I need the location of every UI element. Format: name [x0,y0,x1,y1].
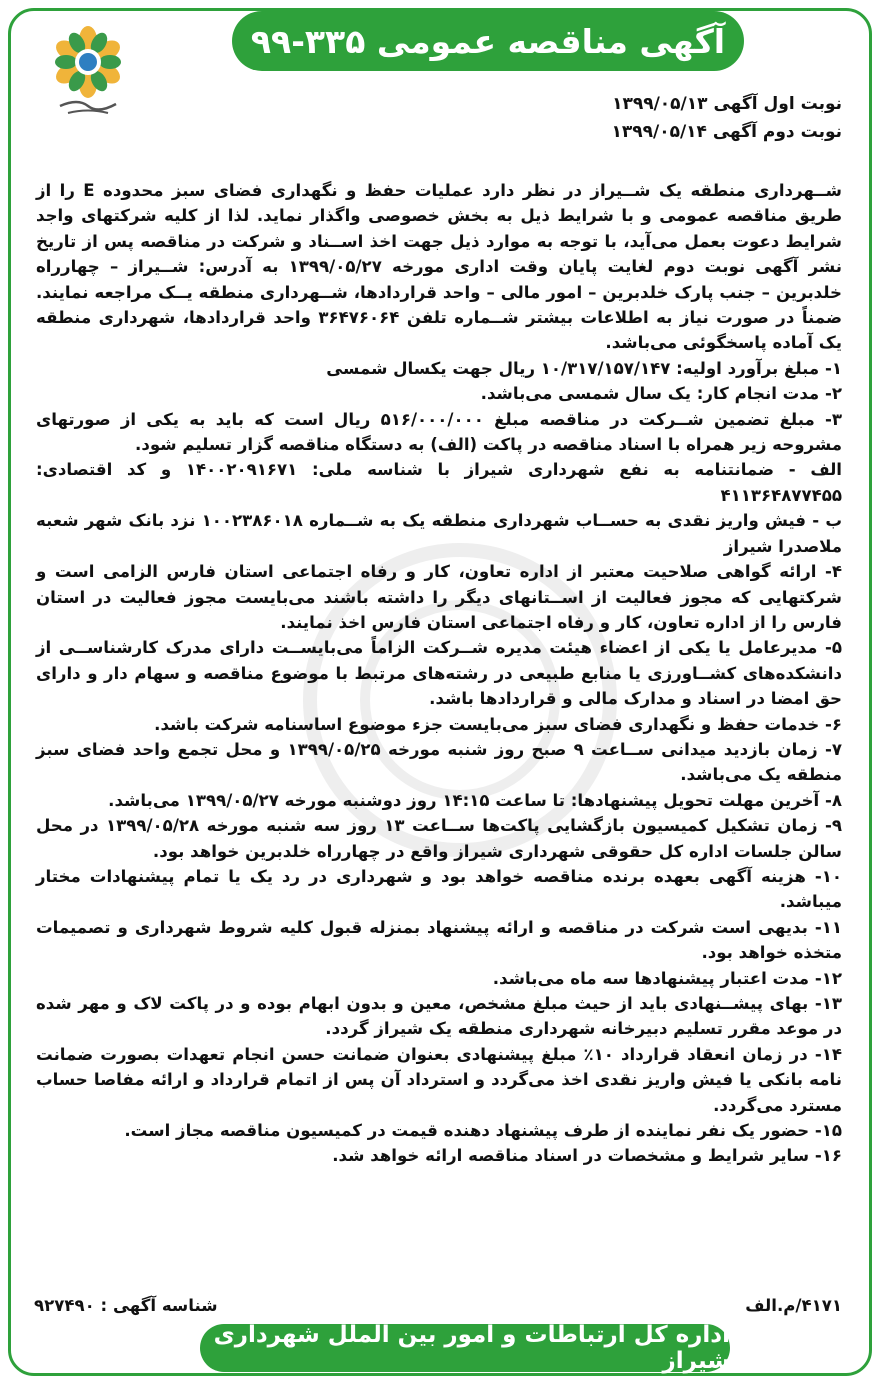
clause-3a: الف - ضمانتنامه به نفع شهرداری شیراز با شناسه ملی: ۱۴۰۰۲۰۹۱۶۷۱ و کد اقتصادی: ۴۱۱۳۶۴۸۷۷۴۵۵ [36,460,843,505]
clause-15: ۱۵- حضور یک نفر نماینده از طرف پیشنهاد دهنده قیمت در کمیسیون مناقصه مجاز است. [124,1121,842,1141]
clause-13: ۱۳- بهای پیشــنهادی باید از حیث مبلغ مشخص، معین و بدون ابهام بوده و در پاکت لاک و مهر شده در موعد مقرر تسلیم دبیرخانه شهرداری منطقه یک شیراز گردد. [36,994,842,1039]
second-publication-date: نوبت دوم آگهی ۱۳۹۹/۰۵/۱۴ [611,122,842,142]
department-banner: اداره کل ارتباطات و امور بین الملل شهرداری شیراز [200,1324,730,1372]
clause-12: ۱۲- مدت اعتبار پیشنهادها سه ماه می‌باشد. [492,968,842,988]
intro-paragraph: شــهرداری منطقه یک شــیراز در نظر دارد عملیات حفظ و نگهداری فضای سبز محدوده E را از طریق مناقصه عمومی و با شرایط ذیل به بخش خصوصی واگذار نماید. لذا از کلیه شرکتهای واجد شرایط دعوت بعمل می‌آید، با توجه به موارد ذیل جهت اخذ اســناد و شرکت در مناقصه پس از تاریخ نشر آگهی نوبت دوم لغایت پایان وقت اداری مورخه ۱۳۹۹/۰۵/۲۷ به آدرس: شــیراز – چهارراه خلدبرین – جنب پارک خلدبرین – امور مالی – واحد قراردادها، شــهرداری منطقه یــک مراجعه نمایند. ضمناً در صورت نیاز به اطلاعات بیشتر شــماره تلفن ۳۶۴۷۶۰۶۴ واحد قراردادها، شهرداری منطقه یک آماده پاسخگوئی می‌باشد. [36,181,843,353]
publication-dates [612,90,843,146]
ad-id: شناسه آگهی : ۹۲۷۴۹۰ [34,1296,218,1315]
clause-7: ۷- زمان بازدید میدانی ســاعت ۹ صبح روز شنبه مورخه ۱۳۹۹/۰۵/۲۵ و محل تجمع واحد فضای سبز منطقه یک می‌باشد. [36,739,842,785]
reference-code: ۴۱۷۱/م.الف [745,1296,842,1315]
municipality-logo-icon [38,20,138,120]
clause-10: ۱۰- هزینه آگهی بعهده برنده مناقصه خواهد بود و شهرداری در رد یک یا تمام پیشنهادات مختار میباشد. [36,866,842,912]
clause-5: ۵- مدیرعامل یا یکی از اعضاء هیئت مدیره شــرکت الزاماً می‌بایســت دارای مدرک کارشناســی از دانشکده‌های کشــاورزی یا منابع طبیعی در رشته‌های مرتبط با موضوع مناقصه و سهام دار و دارای حق امضا در اسناد و مدارک مالی و قراردادها باشد. [36,638,842,709]
clause-3: ۳- مبلغ تضمین شــرکت در مناقصه مبلغ ۵۱۶/۰۰۰/۰۰۰ ریال است که باید به یکی از صورتهای مشروحه زیر همراه با اسناد مناقصه در پاکت (الف) به دستگاه مناقصه گزار تسلیم شود. [36,409,842,455]
notice-body [36,178,842,1169]
clause-8: ۸- آخرین مهلت تحویل پیشنهادها: تا ساعت ۱۴:۱۵ روز دوشنبه مورخه ۱۳۹۹/۰۵/۲۷ می‌باشد. [108,790,842,810]
clause-6: ۶- خدمات حفظ و نگهداری فضای سبز می‌بایست جزء موضوع اساسنامه شرکت باشد. [154,714,842,734]
clause-1: ۱- مبلغ برآورد اولیه: ۱۰/۳۱۷/۱۵۷/۱۴۷ ریال جهت یکسال شمسی [326,358,842,378]
first-publication-date: نوبت اول آگهی ۱۳۹۹/۰۵/۱۳ [612,94,842,114]
footer-row [34,1296,842,1322]
clause-4: ۴- ارائه گواهی صلاحیت معتبر از اداره تعاون، کار و رفاه اجتماعی استان فارس الزامی است و شرکتهایی که مجوز فعالیت از اســتانهای دیگر را داشته باشند می‌بایست مجوز فعالیت در استان فارس را از اداره تعاون، کار و رفاه اجتماعی استان فارس اخذ نمایند. [36,562,842,632]
clause-14: ۱۴- در زمان انعقاد قرارداد ۱۰٪ مبلغ پیشنهادی بعنوان ضمانت حسن انجام تعهدات بصورت ضمانت نامه بانکی یا فیش واریز نقدی اخذ می‌گردد و استرداد آن پس از اتمام قرارداد و ارائه مفاصا حساب مسترد می‌گردد. [36,1044,843,1115]
clause-11: ۱۱- بدیهی است شرکت در مناقصه و ارائه پیشنهاد بمنزله قبول کلیه شروط شهرداری و تصمیمات متخذه خواهد بود. [36,917,842,963]
clause-16: ۱۶- سایر شرایط و مشخصات در اسناد مناقصه ارائه خواهد شد. [332,1146,842,1166]
clause-3b: ب - فیش واریز نقدی به حســاب شهرداری منطقه یک به شــماره ۱۰۰۲۳۸۶۰۱۸ نزد بانک شهر شعبه ملاصدرا شیراز [36,511,842,556]
notice-title: آگهی مناقصه عمومی ۳۳۵-۹۹ [232,11,744,71]
clause-9: ۹- زمان تشکیل کمیسیون بازگشایی پاکت‌ها ســاعت ۱۳ روز سه شنبه مورخه ۱۳۹۹/۰۵/۲۸ در محل سالن جلسات اداره کل حقوقی شهرداری شیراز واقع در چهارراه خلدبرین خواهد بود. [36,816,842,861]
clause-2: ۲- مدت انجام کار: یک سال شمسی می‌باشد. [480,384,842,404]
